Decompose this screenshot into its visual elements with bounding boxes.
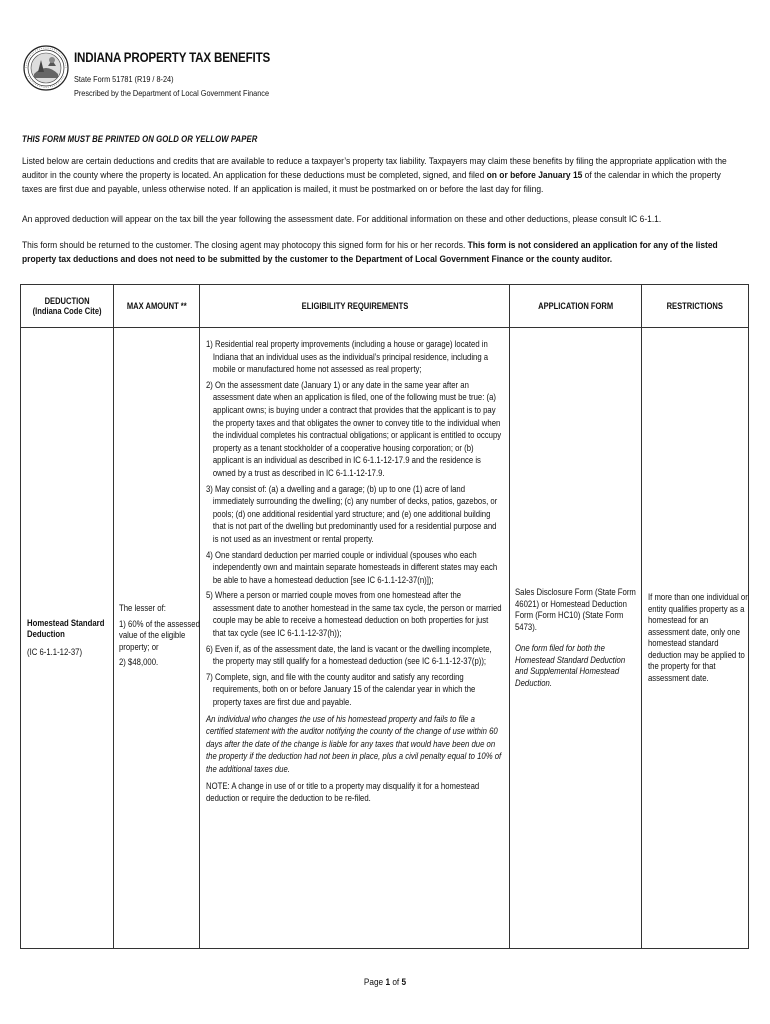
amount-intro: The lesser of: [119,603,166,614]
requirement-item: 3) May consist of: (a) a dwelling and a garage; (b) up to one (1) acre of land immediately surrounding the dwelling; (c) any number of decks, patios, gazebos, or pools; (d) one additional residential yard structure; and (e) one additional building that is not part of the dwelling but predominantly used for a residential purpose and is not used as an investment or rental property. [206,483,498,544]
application-form-cell [510,328,642,949]
form-number: State Form 51781 (R19 / 8-24) [74,74,174,84]
table-row [21,328,749,949]
page-number: Page 1 of 5 [363,976,407,987]
eligibility-cell [200,328,510,949]
amount-option-1: 1) 60% of the assessed value of the eligible property; or [119,618,200,652]
application-form-italic: One form filed for both the Homestead Standard Deduction and Supplemental Homestead Deduction. [515,643,626,688]
requirement-item: 5) Where a person or married couple moves from one homestead after the assessment date to another homestead in the same tax cycle, the person or married couple may be able to receive a homestead deduction on both properties for just that tax cycle (see IC 6-1.1-12-37(h)); [206,590,502,639]
deduction-cell [21,328,114,949]
header-application-form: APPLICATION FORM [510,285,642,328]
application-form-text: Sales Disclosure Form (State Form 46021) or Homestead Deduction Form (Form HC10) (State Form 5473). [515,587,636,632]
header-eligibility: ELIGIBILITY REQUIREMENTS [200,285,510,328]
requirement-item: 1) Residential real property improvements (including a house or garage) located in Indiana that an individual uses as the individual’s principal residence, including a mobile or manufactured home not assessed as real property; [206,339,489,375]
intro-paragraph-1: Listed below are certain deductions and credits that are available to reduce a taxpayer’s property tax liability. Taxpayers may claim these benefits by filing the appropriate application with the auditor in the county where the property is located. An application for these deductions must be completed, signed, and filed on or before January 15 of the calendar in which the property taxes are first due and payable, unless otherwise noted. If an application is mailed, it must be postmarked on or before the last day for filing. [22,156,727,195]
header-restrictions: RESTRICTIONS [642,285,749,328]
max-amount-cell [114,328,200,949]
title-change-note: NOTE: A change in use of or title to a property may disqualify it for a homestead deduction or require the deduction to be re-filed. [206,780,480,804]
prescribed-by: Prescribed by the Department of Local Government Finance [74,88,270,98]
header-max-amount: MAX AMOUNT ** [114,285,200,328]
header-deduction: DEDUCTION (Indiana Code Cite) [21,285,114,328]
deduction-cite: (IC 6-1.1-12-37) [27,646,83,657]
amount-option-2: 2) $48,000. [119,657,159,668]
intro-paragraph-2: An approved deduction will appear on the tax bill the year following the assessment date. For additional information on these and other deductions, please consult IC 6-1.1. [22,214,662,225]
deduction-name: Homestead Standard Deduction [27,617,105,640]
requirement-item: 4) One standard deduction per married couple or individual (spouses who each independently own and maintain separate homesteads in different states may each be able to have a homestead deduction [see IC 6-1.1-12-37(n)]); [206,549,498,585]
print-notice: THIS FORM MUST BE PRINTED ON GOLD OR YELLOW PAPER [22,134,258,144]
table-header-row [21,285,749,328]
change-of-use-note: An individual who changes the use of his homestead property and fails to file a certified statement with the auditor notifying the county of the change of use within 60 days after the date of the change is liable for any taxes that would have been due on the property if the deduction had not been in place, plus a civil penalty equal to 10% of the additional taxes due. [206,713,502,774]
requirement-item: 6) Even if, as of the assessment date, the land is vacant or the dwelling incomplete, the property may still qualify for a homestead deduction (see IC 6-1.1-12-37(p)); [206,643,492,667]
form-title: INDIANA PROPERTY TAX BENEFITS [74,50,271,65]
restrictions-cell [642,328,749,949]
requirement-item: 7) Complete, sign, and file with the county auditor and satisfy any recording requirements, both on or before January 15 of the calendar year in which the property taxes are first due and payable. [206,671,476,708]
requirement-item: 2) On the assessment date (January 1) or any date in the same year after an assessment date when an application is filed, one of the following must be true: (a) applicant owns; is buying under a contract that provides that the applicant is to pay the property taxes and that obligates the owner to convey title to the individual when the individual completes his contractual obligations; or applicant is entitled to occupy property as a tenant stockholder of a cooperative housing corporation; or (b) applicant is an individual as described in IC 6-1.1-12-17.9 and the residence is owned by a trust as described in IC 6-1.1-12-17.9. [206,379,502,478]
intro-paragraph-3: This form should be returned to the customer. The closing agent may photocopy this signed form for his or her records. This form is not considered an application for any of the listed property tax deductions and does not need to be submitted by the customer to the Department of Local Government Finance or the county auditor. [22,240,718,265]
deductions-table [20,284,749,949]
restrictions-text: If more than one individual or entity qualifies property as a homestead for an assessment date, only one homestead standard deduction may be applied to the property for that assessment date. [648,592,748,683]
indiana-state-seal-icon [22,36,70,100]
